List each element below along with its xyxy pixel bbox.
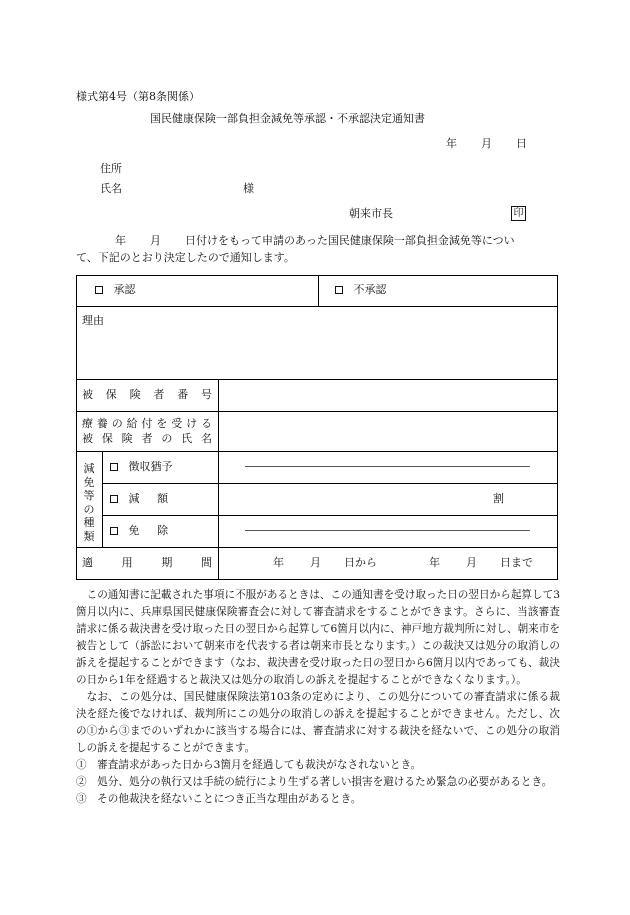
period-from-month: 月 (310, 556, 321, 569)
disapprove-checkbox[interactable] (335, 286, 343, 294)
period-to-month: 月 (466, 556, 477, 569)
date-month: 月 (481, 137, 492, 150)
note-paragraph-2: なお、この処分は、国民健康保険法第103条の定めにより、この処分についての審査請求に係る裁決を経た後でなければ、裁判所にこの処分の取消しの訴えを提起することができません。ただし、次の①から③までのいずれかに該当する場合には、審査請求に対する裁決を経ないで、この処分の取消しの訴えを提起することができます。 (76, 691, 560, 754)
period-from-day: 日から (344, 556, 377, 569)
disapprove-label: 不承認 (353, 283, 387, 296)
intro-year: 年 (115, 234, 126, 247)
date-day: 日 (516, 137, 527, 150)
reduction-label: 減額 (128, 492, 186, 505)
deferral-label: 徴収猶予 (128, 460, 173, 473)
period-to-year: 年 (429, 556, 440, 569)
option-exemption[interactable] (110, 524, 186, 538)
seal-mark: 印 (511, 206, 526, 221)
approve-option[interactable] (95, 283, 136, 297)
period-label: 適 用 期 間 (82, 556, 212, 569)
period-to-day: 日まで (500, 556, 533, 569)
reduction-type-label (82, 462, 96, 543)
insured-number-label: 被 保 険 者 番 号 (82, 388, 212, 401)
name-label: 氏名 (100, 182, 122, 195)
period-from-year: 年 (273, 556, 284, 569)
condition-2: ② 処分、処分の執行又は手続の続行により生ずる著しい損害を避けるため緊急の必要があるとき。 (76, 776, 553, 788)
type-char-3: 等 (83, 489, 95, 502)
document-title: 国民健康保険一部負担金減免等承認・不承認決定通知書 (150, 112, 425, 125)
appeal-notes (76, 587, 560, 808)
date-year: 年 (446, 137, 457, 150)
address-label: 住所 (100, 162, 122, 175)
type-char-2: 免 (83, 475, 95, 489)
intro-rest: 日付けをもって申請のあった国民健康保険一部負担金減免等につい (185, 234, 515, 247)
deferral-checkbox[interactable] (110, 463, 118, 471)
type-char-4: の (83, 502, 95, 516)
intro-line2: て、下記のとおり決定したので通知します。 (76, 251, 295, 264)
deferral-dash (245, 466, 530, 467)
exemption-checkbox[interactable] (110, 527, 118, 535)
option-reduction[interactable] (110, 492, 186, 506)
intro-month: 月 (150, 234, 161, 247)
reduction-suffix: 割 (493, 492, 504, 505)
type-char-6: 類 (83, 529, 95, 543)
issuer: 朝来市長 (349, 207, 393, 220)
disapprove-option[interactable] (335, 283, 387, 297)
condition-3: ③ その他裁決を経ないことにつき正当な理由があるとき。 (76, 793, 362, 805)
exemption-label: 免除 (128, 524, 186, 537)
exemption-dash (245, 530, 530, 531)
type-char-1: 減 (83, 462, 95, 475)
reduction-checkbox[interactable] (110, 495, 118, 503)
type-char-5: 種 (83, 516, 95, 529)
reason-label: 理由 (82, 314, 104, 327)
note-paragraph-1: この通知書に記載された事項に不服があるときは、この通知書を受け取った日の翌日から起算して3箇月以内に、兵庫県国民健康保険審査会に対して審査請求をすることができます。さらに、当該審査請求に係る裁決書を受け取った日の翌日から起算して6箇月以内に、神戸地方裁判所に対し、朝来市を被告として（訴訟において朝来市を代表する者は朝来市長となります。）この裁決又は処分の取消しの訴えを提起することができます（なお、裁決書を受け取った日の翌日から6箇月以内であっても、裁決の日から1年を経過すると裁決又は処分の取消しの訴えを提起することができなくなります。）。 (76, 589, 560, 686)
insured-name-label-2: 被 保 険 者 の 氏 名 (82, 432, 212, 445)
option-deferral[interactable] (110, 460, 173, 474)
form-number: 様式第4号（第8条関係） (76, 90, 200, 103)
insured-name-label-1: 療 養 の 給 付 を 受 け る (82, 417, 212, 430)
condition-1: ① 審査請求があった日から3箇月を経過しても裁決がなされないとき。 (76, 759, 422, 771)
honorific: 様 (243, 182, 254, 195)
approve-label: 承認 (113, 283, 136, 296)
approve-checkbox[interactable] (95, 286, 103, 294)
